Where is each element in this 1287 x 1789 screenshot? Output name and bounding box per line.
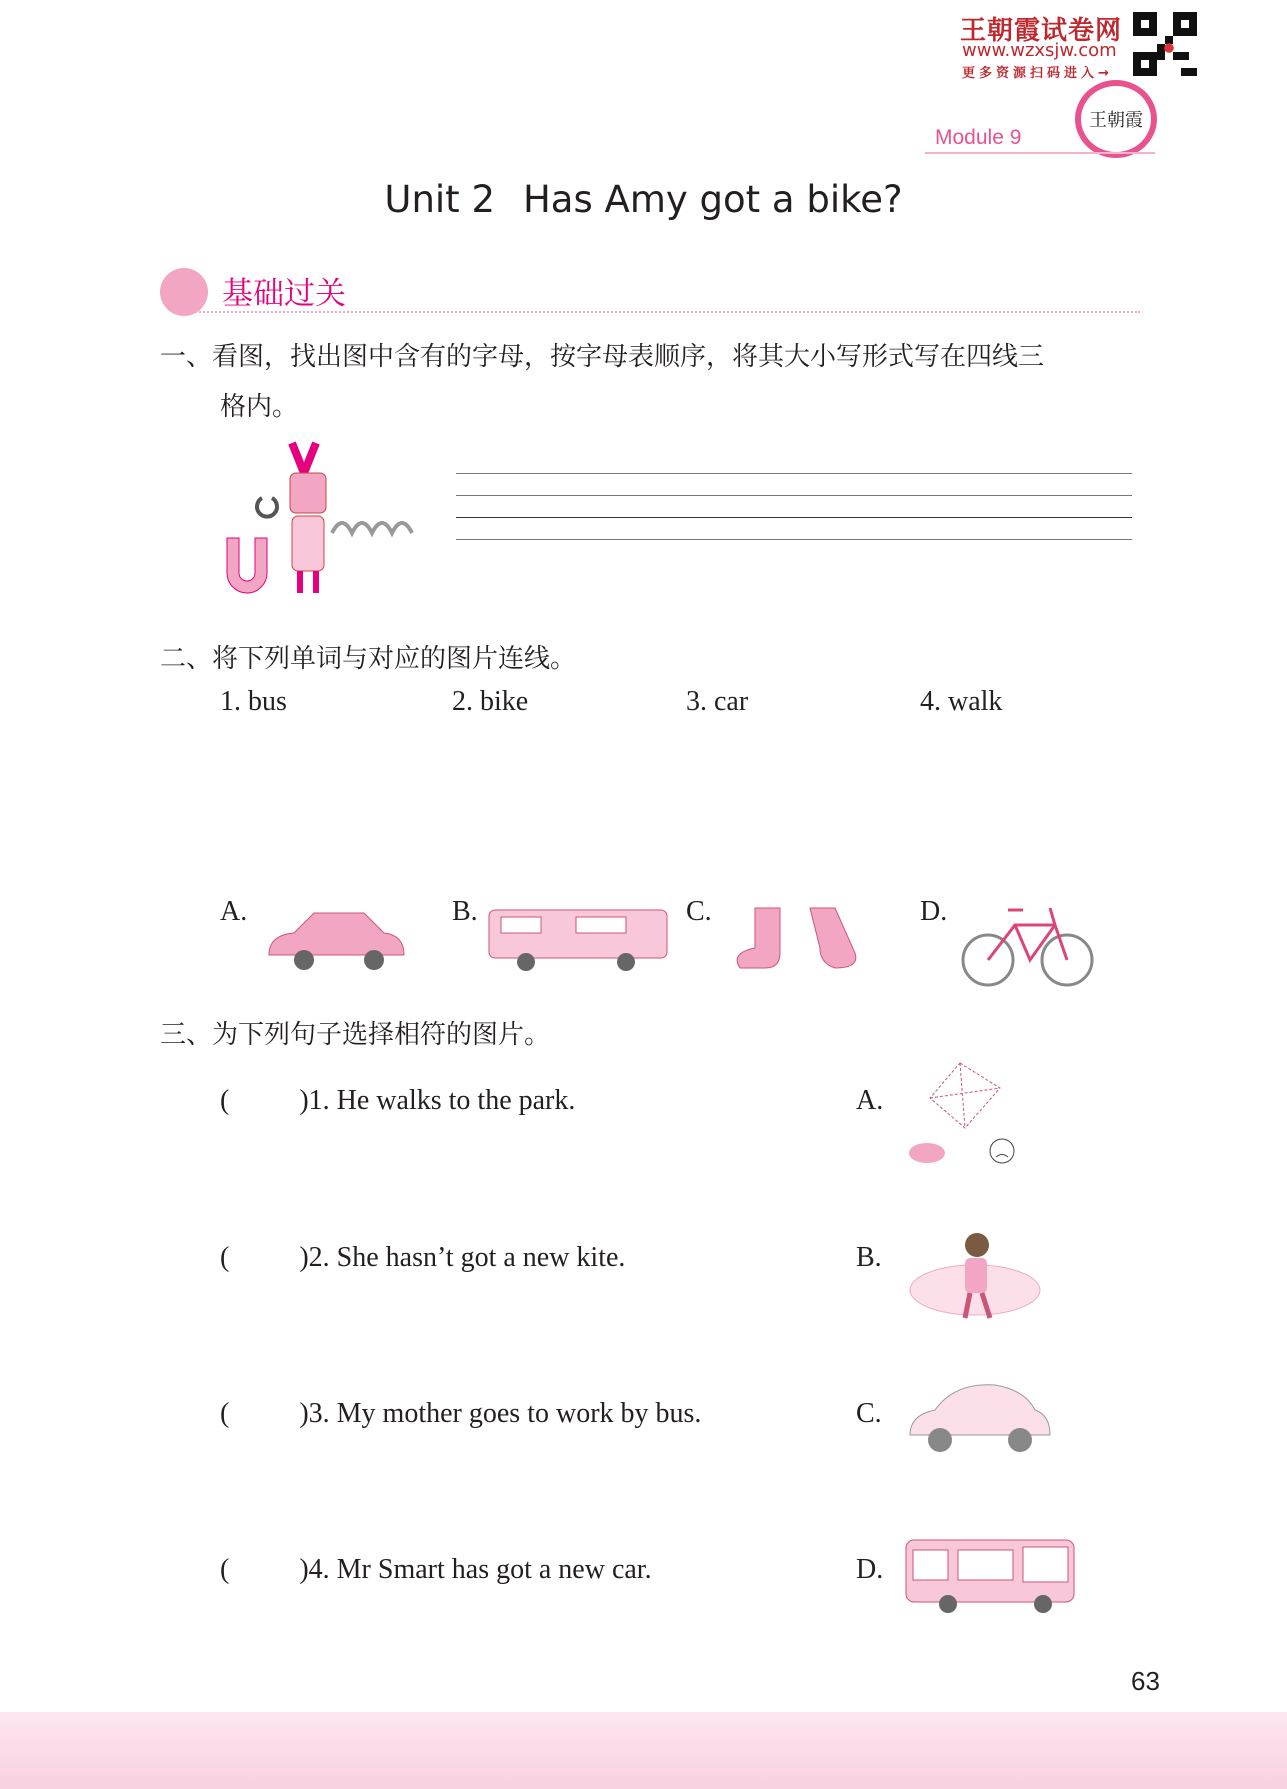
brand-more: 更多资源扫码进入→ — [962, 66, 1113, 81]
answer-paren-open[interactable]: ( — [220, 1242, 230, 1273]
brand-name: 王朝霞试卷网 — [960, 16, 1123, 46]
section-girl-icon — [160, 268, 208, 316]
q2-word: 4. walk — [920, 686, 1003, 717]
q3-option-label: B. — [856, 1242, 882, 1273]
broken-kite-picture — [905, 1058, 1025, 1170]
q3-option-label: C. — [856, 1398, 882, 1429]
q2-picture-label: A. — [220, 896, 248, 927]
q3-sentence: 4. Mr Smart has got a new car. — [308, 1554, 652, 1585]
q3-option-label: A. — [856, 1085, 884, 1116]
car-picture — [264, 905, 409, 975]
answer-paren-close: ) — [299, 1085, 309, 1116]
bike-picture — [960, 900, 1095, 988]
letters-robot-illustration — [222, 438, 447, 603]
q2-heading: 二、将下列单词与对应的图片连线。 — [160, 644, 577, 674]
q3-sentence: 2. She hasn’t got a new kite. — [308, 1242, 626, 1273]
section-heading: 基础过关 — [222, 276, 346, 312]
page-title — [0, 178, 1287, 221]
q2-word: 2. bike — [452, 686, 529, 717]
four-line-grid-line — [456, 495, 1132, 496]
module-label: Module 9 — [935, 126, 1022, 149]
q2-picture-label: D. — [920, 896, 948, 927]
q3-sentence: 3. My mother goes to work by bus. — [308, 1398, 702, 1429]
qr-code-icon[interactable] — [1133, 12, 1197, 76]
q3-row-3 — [220, 1398, 701, 1430]
walking-feet-picture — [725, 905, 865, 973]
q3-option-label: D. — [856, 1554, 884, 1585]
module-underline — [925, 152, 1155, 154]
q2-word: 3. car — [686, 686, 749, 717]
answer-paren-close: ) — [299, 1398, 309, 1429]
four-line-grid-line — [456, 539, 1132, 540]
unit-title: Has Amy got a bike? — [522, 178, 903, 221]
q2-word: 1. bus — [220, 686, 287, 717]
beetle-car-picture — [905, 1380, 1053, 1460]
answer-paren-close: ) — [299, 1554, 309, 1585]
q1-instruction-line2: 格内。 — [220, 392, 299, 422]
boy-walking-picture — [905, 1230, 1045, 1330]
answer-paren-open[interactable]: ( — [220, 1554, 230, 1585]
section-divider — [180, 311, 1140, 313]
q3-row-4 — [220, 1554, 652, 1586]
brand-url[interactable]: www.wzxsjw.com — [962, 40, 1117, 61]
q2-picture-label: C. — [686, 896, 712, 927]
unit-label: Unit 2 — [384, 178, 495, 221]
answer-paren-open[interactable]: ( — [220, 1085, 230, 1116]
q3-heading: 三、为下列句子选择相符的图片。 — [160, 1020, 551, 1050]
footer-band — [0, 1712, 1287, 1789]
q3-sentence: 1. He walks to the park. — [308, 1085, 576, 1116]
author-seal-logo — [1075, 80, 1157, 158]
answer-paren-open[interactable]: ( — [220, 1398, 230, 1429]
four-line-grid-line — [456, 473, 1132, 474]
bus-picture — [486, 905, 671, 975]
seal-text: 王朝霞 — [1089, 110, 1143, 131]
city-bus-picture — [903, 1532, 1078, 1617]
four-line-grid-line — [456, 517, 1132, 518]
answer-paren-close: ) — [299, 1242, 309, 1273]
q2-picture-label: B. — [452, 896, 478, 927]
q1-instruction-line1: 一、看图，找出图中含有的字母，按字母表顺序，将其大小写形式写在四线三 — [160, 342, 1045, 372]
q3-row-1 — [220, 1085, 575, 1117]
page-number: 63 — [1131, 1666, 1160, 1696]
q3-row-2 — [220, 1242, 625, 1274]
